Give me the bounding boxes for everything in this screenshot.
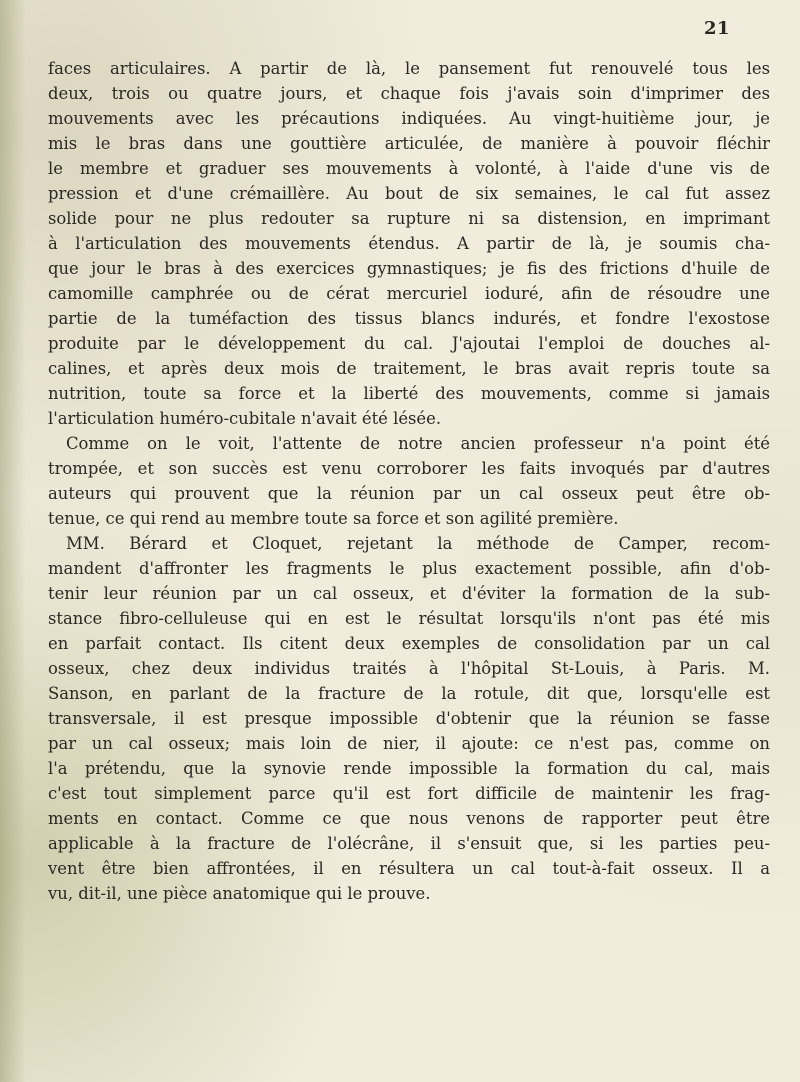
text-line: Sanson, en parlant de la fracture de la rotule, dit que, lorsqu'elle est bbox=[48, 684, 770, 703]
text-line: camomille camphrée ou de cérat mercuriel ioduré, afin de résoudre une bbox=[48, 284, 770, 303]
text-line: trompée, et son succès est venu corroborer les faits invoqués par d'autres bbox=[48, 459, 770, 478]
text-line: partie de la tuméfaction des tissus blancs indurés, et fondre l'exostose bbox=[48, 309, 770, 328]
text-line: vu, dit-il, une pièce anatomique qui le prouve. bbox=[48, 884, 431, 903]
text-line: tenir leur réunion par un cal osseux, et d'éviter la formation de la sub- bbox=[48, 584, 770, 603]
text-line: applicable à la fracture de l'olécrâne, il s'ensuit que, si les parties peu- bbox=[48, 834, 770, 853]
text-line: par un cal osseux; mais loin de nier, il ajoute: ce n'est pas, comme on bbox=[48, 734, 770, 753]
text-line: en parfait contact. Ils citent deux exemples de consolidation par un cal bbox=[48, 634, 770, 653]
text-line: stance fibro-celluleuse qui en est le résultat lorsqu'ils n'ont pas été mis bbox=[48, 609, 770, 628]
text-line: l'articulation huméro-cubitale n'avait été lésée. bbox=[48, 409, 442, 428]
text-line: que jour le bras à des exercices gymnastiques; je fis des frictions d'huile de bbox=[48, 259, 770, 278]
text-line: mandent d'affronter les fragments le plus exactement possible, afin d'ob- bbox=[48, 559, 770, 578]
text-line: transversale, il est presque impossible d'obtenir que la réunion se fasse bbox=[48, 709, 770, 728]
text-line: calines, et après deux mois de traitement, le bras avait repris toute sa bbox=[48, 359, 770, 378]
text-line: faces articulaires. A partir de là, le pansement fut renouvelé tous les bbox=[48, 59, 770, 78]
text-line: mouvements avec les précautions indiquées. Au vingt-huitième jour, je bbox=[48, 109, 770, 128]
text-line: vent être bien affrontées, il en résultera un cal tout-à-fait osseux. Il a bbox=[48, 859, 770, 878]
text-line: tenue, ce qui rend au membre toute sa force et son agilité première. bbox=[48, 509, 619, 528]
text-line: osseux, chez deux individus traités à l'hôpital St-Louis, à Paris. M. bbox=[48, 659, 770, 678]
text-line: MM. Bérard et Cloquet, rejetant la méthode de Camper, recom- bbox=[66, 534, 770, 553]
text-line: l'a prétendu, que la synovie rende impossible la formation du cal, mais bbox=[48, 759, 770, 778]
text-line: auteurs qui prouvent que la réunion par un cal osseux peut être ob- bbox=[48, 484, 770, 503]
text-line: Comme on le voit, l'attente de notre ancien professeur n'a point été bbox=[66, 434, 770, 453]
text-line: produite par le développement du cal. J'ajoutai l'emploi de douches al- bbox=[48, 334, 770, 353]
text-line: deux, trois ou quatre jours, et chaque fois j'avais soin d'imprimer des bbox=[48, 84, 770, 103]
text-line: c'est tout simplement parce qu'il est fort difficile de maintenir les frag- bbox=[48, 784, 770, 803]
text-line: solide pour ne plus redouter sa rupture ni sa distension, en imprimant bbox=[48, 209, 770, 228]
text-line: ments en contact. Comme ce que nous venons de rapporter peut être bbox=[48, 809, 770, 828]
body-text bbox=[48, 56, 770, 906]
page-edge-shadow bbox=[0, 0, 26, 1082]
text-line: le membre et graduer ses mouvements à volonté, à l'aide d'une vis de bbox=[48, 159, 770, 178]
text-line: pression et d'une crémaillère. Au bout de six semaines, le cal fut assez bbox=[48, 184, 770, 203]
text-line: nutrition, toute sa force et la liberté des mouvements, comme si jamais bbox=[48, 384, 770, 403]
text-line: mis le bras dans une gouttière articulée, de manière à pouvoir fléchir bbox=[48, 134, 770, 153]
page-number: 21 bbox=[704, 18, 731, 39]
text-line: à l'articulation des mouvements étendus. A partir de là, je soumis cha- bbox=[48, 234, 770, 253]
